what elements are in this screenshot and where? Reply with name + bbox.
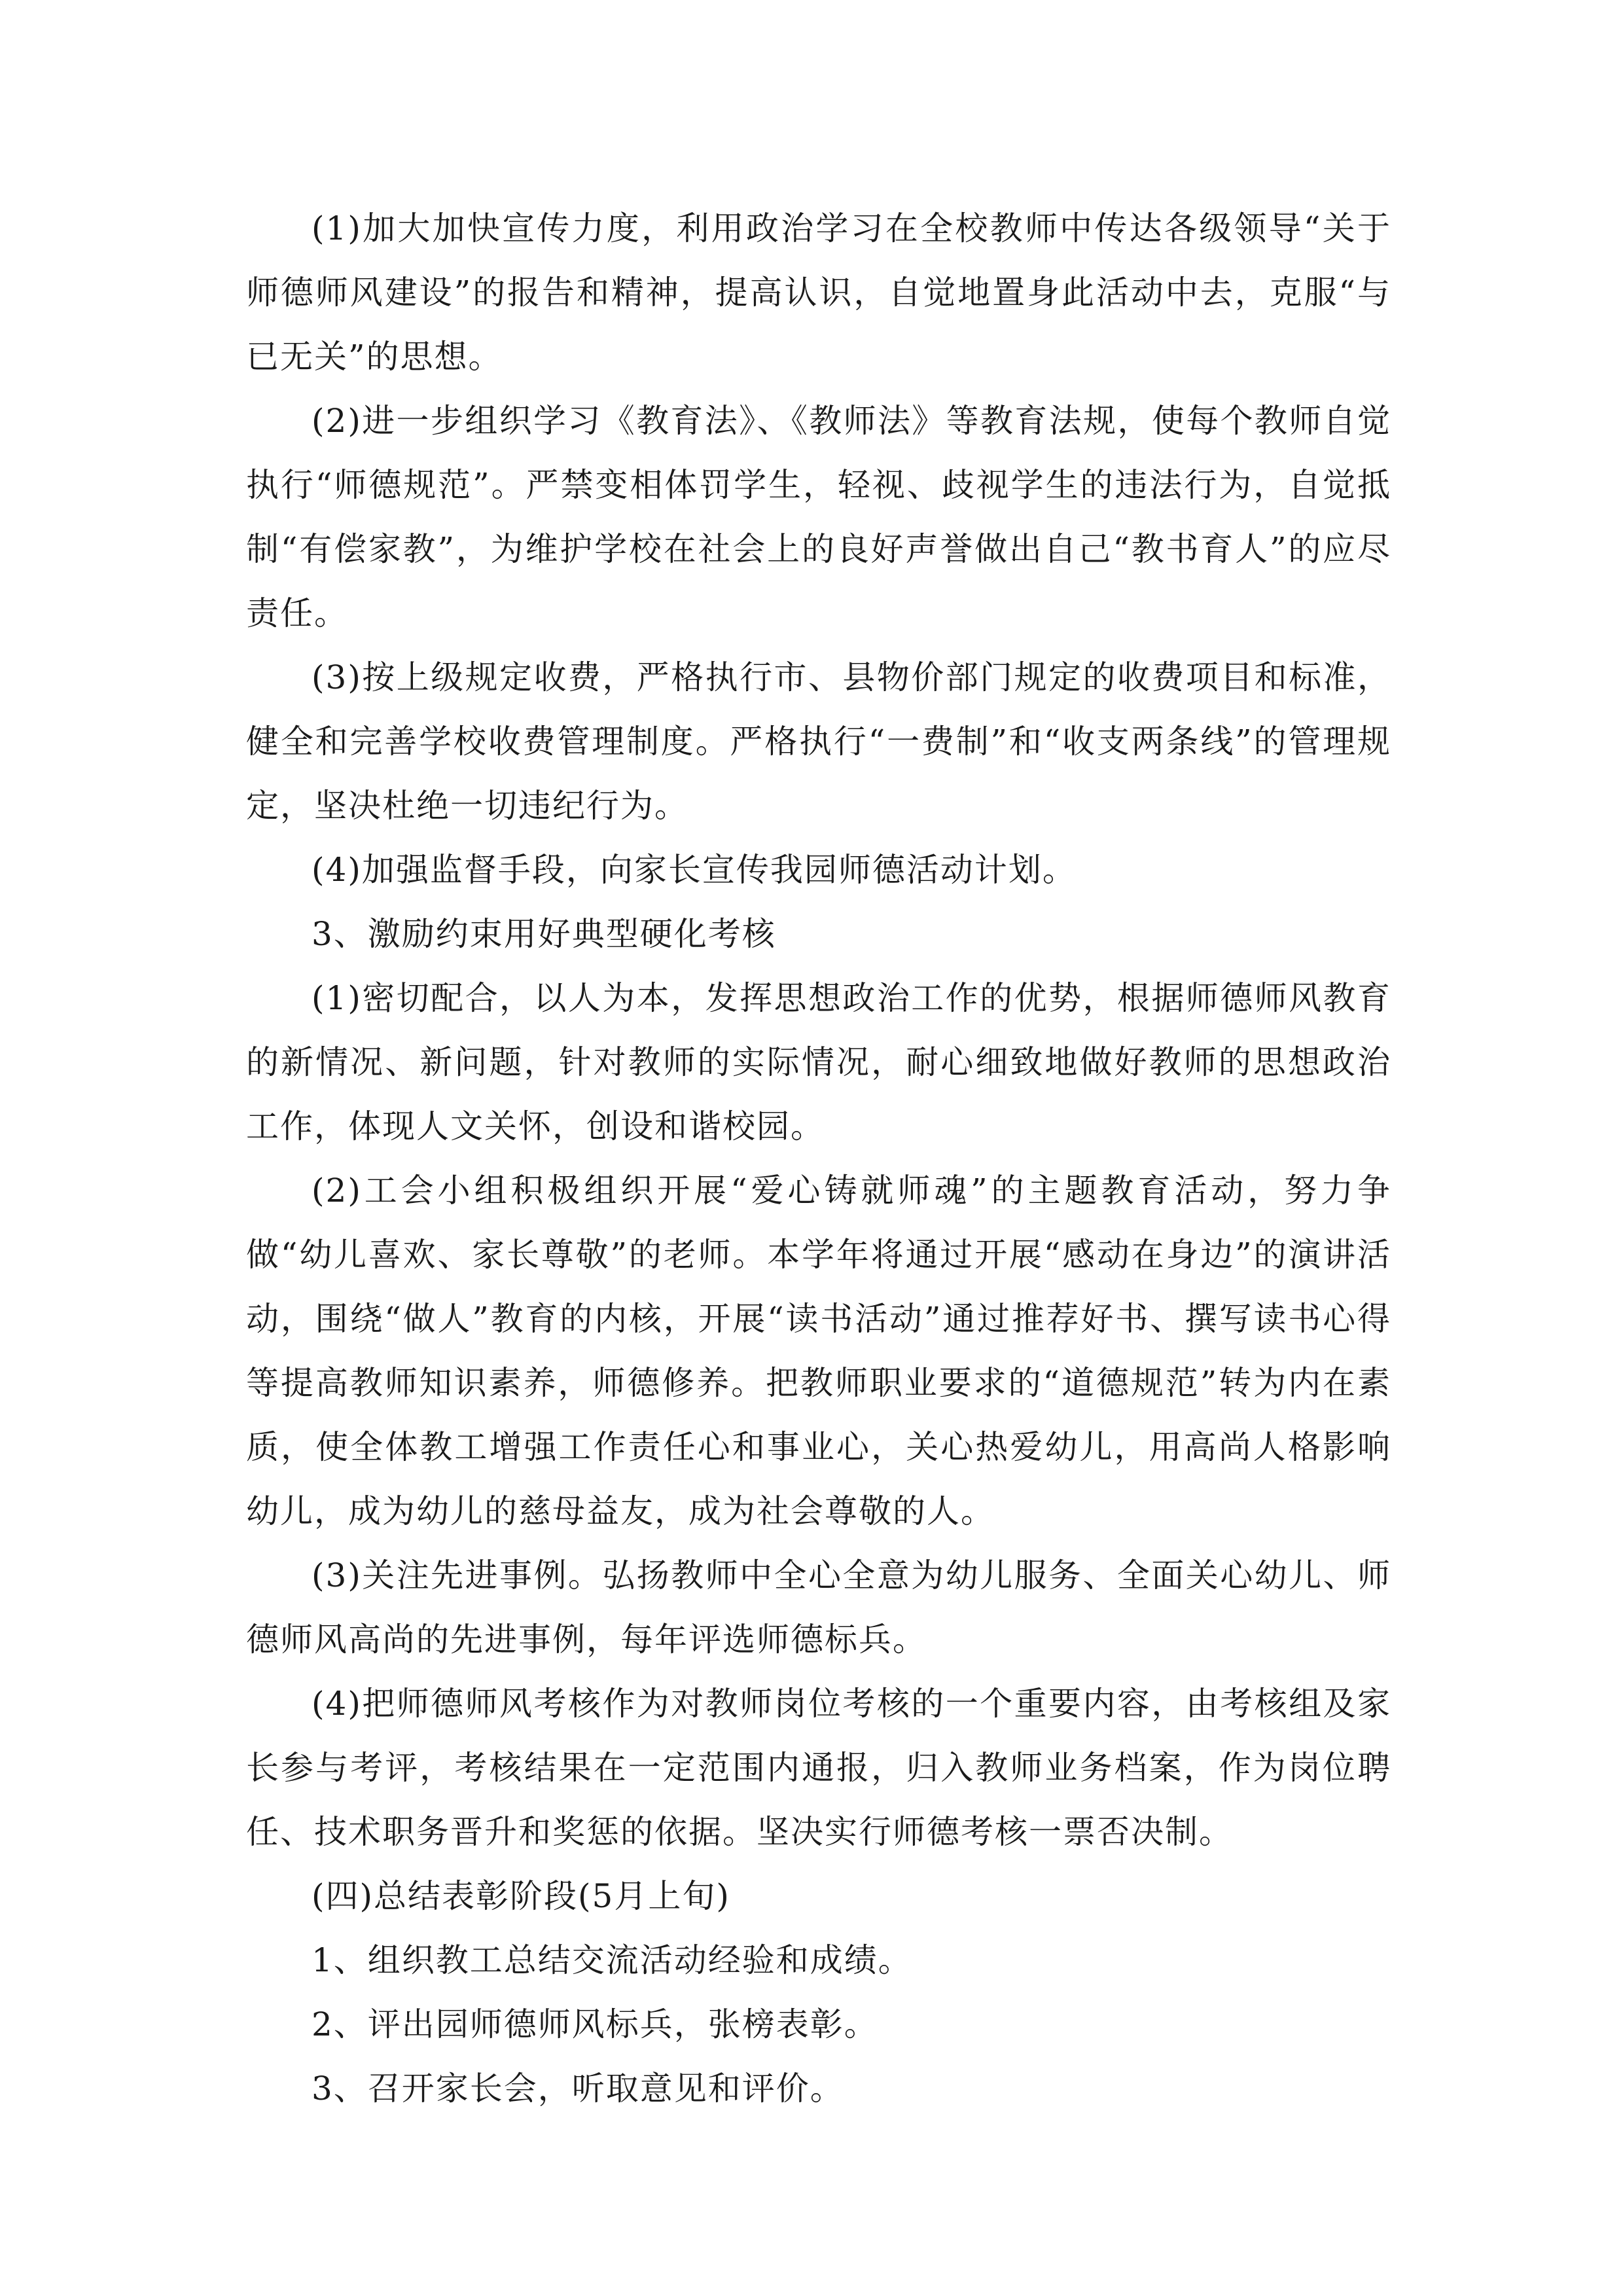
list-item-summary-2: 2、评出园师德师风标兵，张榜表彰。 — [312, 2005, 878, 2043]
paragraph-measure-2: (2)进一步组织学习《教育法》、《教师法》等教育法规，使每个教师自觉执行“师德规范”。严禁变相体罚学生，轻视、歧视学生的违法行为，自觉抵制“有偿家教”，为维护学校在社会上的良好声誉做出自己“教书育人”的应尽责任。 — [246, 402, 1391, 632]
paragraph-measure-3: (3)按上级规定收费，严格执行市、县物价部门规定的收费项目和标准，健全和完善学校收费管理制度。严格执行“一费制”和“收支两条线”的管理规定，坚决杜绝一切违纪行为。 — [246, 658, 1391, 825]
paragraph-measure-4: (4)加强监督手段，向家长宣传我园师德活动计划。 — [312, 851, 1077, 889]
paragraph-incentive-4: (4)把师德师风考核作为对教师岗位考核的一个重要内容，由考核组及家长参与考评，考核结果在一定范围内通报，归入教师业务档案，作为岗位聘任、技术职务晋升和奖惩的依据。坚决实行师德考核一票否决制。 — [246, 1685, 1391, 1851]
list-item-summary-1: 1、组织教工总结交流活动经验和成绩。 — [312, 1941, 912, 1979]
section-heading-summary: (四)总结表彰阶段(5月上旬) — [312, 1877, 730, 1915]
paragraph-incentive-3: (3)关注先进事例。弘扬教师中全心全意为幼儿服务、全面关心幼儿、师德师风高尚的先进事例，每年评选师德标兵。 — [246, 1556, 1391, 1659]
paragraph-measure-1: (1)加大加快宣传力度，利用政治学习在全校教师中传达各级领导“关于师德师风建设”的报告和精神，提高认识，自觉地置身此活动中去，克服“与已无关”的思想。 — [246, 209, 1391, 376]
section-heading-incentive: 3、激励约束用好典型硬化考核 — [312, 915, 776, 953]
paragraph-incentive-1: (1)密切配合，以人为本，发挥思想政治工作的优势，根据师德师风教育的新情况、新问题，针对教师的实际情况，耐心细致地做好教师的思想政治工作，体现人文关怀，创设和谐校园。 — [246, 979, 1391, 1145]
list-item-summary-3: 3、召开家长会，听取意见和评价。 — [312, 2070, 844, 2108]
paragraph-incentive-2: (2)工会小组积极组织开展“爱心铸就师魂”的主题教育活动，努力争做“幼儿喜欢、家长尊敬”的老师。本学年将通过开展“感动在身边”的演讲活动，围绕“做人”教育的内核，开展“读书活动”通过推荐好书、撰写读书心得等提高教师知识素养，师德修养。把教师职业要求的“道德规范”转为内在素质，使全体教工增强工作责任心和事业心，关心热爱幼儿，用高尚人格影响幼儿，成为幼儿的慈母益友，成为社会尊敬的人。 — [246, 1172, 1391, 1530]
document-body — [246, 196, 1391, 2121]
